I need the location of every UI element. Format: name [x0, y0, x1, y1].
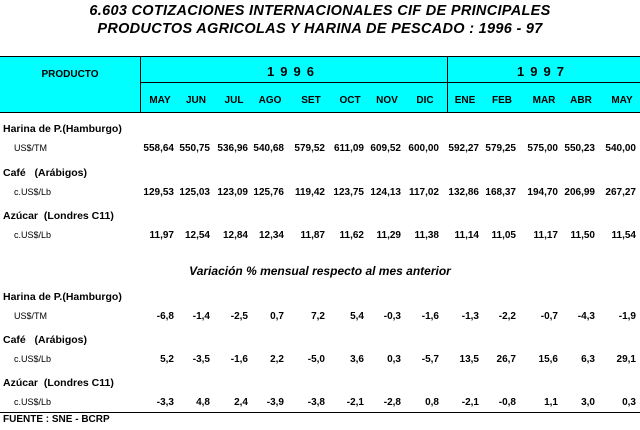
value-cell: -3,3 — [156, 397, 174, 408]
value-cell: -5,0 — [307, 354, 325, 365]
value-cell: 5,4 — [350, 311, 364, 322]
value-cell: 125,76 — [253, 187, 284, 198]
value-cell: 168,37 — [485, 187, 516, 198]
month-header: JUL — [224, 95, 244, 106]
unit-label: US$/TM — [14, 143, 48, 153]
value-cell: 592,27 — [448, 143, 479, 154]
value-cell: -2,1 — [461, 397, 479, 408]
month-header: JUN — [185, 95, 206, 106]
unit-label: c.US$/Lb — [14, 187, 52, 197]
section-subtitle: Variación % mensual respecto al mes anterior — [189, 264, 451, 278]
value-cell: 125,03 — [179, 187, 210, 198]
value-cell: 12,84 — [222, 230, 248, 241]
value-cell: 129,53 — [143, 187, 174, 198]
value-cell: 2,2 — [270, 354, 284, 365]
header-year-1997: 1997 — [517, 64, 570, 79]
value-cell: 194,70 — [527, 187, 558, 198]
value-cell: 575,00 — [527, 143, 558, 154]
value-cell: 579,25 — [485, 143, 516, 154]
month-header: OCT — [339, 95, 361, 106]
value-cell: -3,5 — [192, 354, 210, 365]
value-cell: 600,00 — [408, 143, 439, 154]
value-cell: 132,86 — [448, 187, 479, 198]
month-header: DIC — [416, 95, 434, 106]
unit-label: US$/TM — [14, 311, 48, 321]
value-cell: 117,02 — [408, 187, 439, 198]
value-cell: 2,4 — [234, 397, 248, 408]
footer-rule — [0, 412, 640, 413]
value-cell: 7,2 — [311, 311, 325, 322]
value-cell: 3,6 — [350, 354, 364, 365]
value-cell: 267,27 — [605, 187, 636, 198]
value-cell: 13,5 — [459, 354, 479, 365]
value-cell: 11,87 — [300, 230, 325, 241]
value-cell: 550,23 — [564, 143, 595, 154]
value-cell: 0,8 — [425, 397, 439, 408]
value-cell: 11,38 — [414, 230, 439, 241]
table-title-line-1: 6.603 COTIZACIONES INTERNACIONALES CIF DE PRINCIPALES — [89, 3, 551, 19]
month-header: MAY — [611, 95, 633, 106]
month-header: MAY — [149, 95, 171, 106]
value-cell: -2,2 — [498, 311, 516, 322]
value-cell: 0,3 — [622, 397, 636, 408]
value-cell: 550,75 — [179, 143, 210, 154]
value-cell: -0,3 — [383, 311, 401, 322]
value-cell: 15,6 — [538, 354, 558, 365]
value-cell: -2,5 — [230, 311, 248, 322]
value-cell: 123,09 — [217, 187, 248, 198]
value-cell: 123,75 — [333, 187, 364, 198]
value-cell: 4,8 — [196, 397, 210, 408]
value-cell: 206,99 — [564, 187, 595, 198]
unit-label: c.US$/Lb — [14, 354, 52, 364]
unit-label: c.US$/Lb — [14, 230, 52, 240]
value-cell: -0,8 — [498, 397, 516, 408]
value-cell: 1,1 — [544, 397, 558, 408]
value-cell: -5,7 — [421, 354, 439, 365]
value-cell: 12,34 — [258, 230, 284, 241]
value-cell: 0,7 — [270, 311, 284, 322]
value-cell: -2,8 — [383, 397, 401, 408]
value-cell: 11,50 — [570, 230, 595, 241]
value-cell: 3,0 — [581, 397, 595, 408]
table-title-line-2: PRODUCTOS AGRICOLAS Y HARINA DE PESCADO : 1996 - 97 — [97, 21, 543, 37]
value-cell: -0,7 — [540, 311, 558, 322]
header-bottom-rule — [0, 112, 640, 113]
value-cell: 11,54 — [611, 230, 636, 241]
value-cell: 11,17 — [533, 230, 558, 241]
month-header: ABR — [570, 95, 592, 106]
value-cell: -2,1 — [346, 397, 364, 408]
product-name: Café (Arábigos) — [3, 334, 88, 346]
value-cell: 11,14 — [454, 230, 479, 241]
month-header: MAR — [532, 95, 556, 106]
header-producto: PRODUCTO — [41, 69, 99, 80]
value-cell: -1,4 — [192, 311, 210, 322]
value-cell: 609,52 — [370, 143, 401, 154]
month-header: SET — [301, 95, 321, 106]
source-footnote: FUENTE : SNE - BCRP — [3, 414, 110, 425]
value-cell: 5,2 — [160, 354, 174, 365]
product-name: Azúcar (Londres C11) — [3, 210, 114, 222]
value-cell: -3,9 — [266, 397, 284, 408]
value-cell: -6,8 — [156, 311, 174, 322]
value-cell: -1,6 — [421, 311, 439, 322]
value-cell: 611,09 — [333, 143, 364, 154]
value-cell: 579,52 — [294, 143, 325, 154]
header-year-1996: 1996 — [267, 64, 320, 79]
value-cell: 0,3 — [387, 354, 401, 365]
value-cell: 119,42 — [294, 187, 325, 198]
value-cell: 11,29 — [376, 230, 401, 241]
value-cell: -3,8 — [307, 397, 325, 408]
value-cell: 536,96 — [217, 143, 248, 154]
value-cell: 6,3 — [581, 354, 595, 365]
value-cell: 11,62 — [339, 230, 364, 241]
value-cell: 29,1 — [616, 354, 636, 365]
value-cell: 26,7 — [496, 354, 516, 365]
value-cell: 558,64 — [143, 143, 174, 154]
product-name: Harina de P.(Hamburgo) — [3, 291, 122, 303]
value-cell: -1,3 — [461, 311, 479, 322]
month-header: NOV — [376, 95, 398, 106]
value-cell: 540,00 — [605, 143, 636, 154]
month-header: ENE — [454, 95, 476, 106]
value-cell: -1,9 — [618, 311, 636, 322]
header-mid-rule — [140, 82, 640, 83]
unit-label: c.US$/Lb — [14, 397, 52, 407]
product-name: Azúcar (Londres C11) — [3, 377, 114, 389]
value-cell: -1,6 — [230, 354, 248, 365]
product-name: Café (Arábigos) — [3, 167, 88, 179]
month-header: AGO — [258, 95, 282, 106]
value-cell: 11,97 — [149, 230, 174, 241]
product-name: Harina de P.(Hamburgo) — [3, 123, 122, 135]
month-header: FEB — [492, 95, 512, 106]
value-cell: 12,54 — [184, 230, 210, 241]
value-cell: 124,13 — [370, 187, 401, 198]
header-top-rule — [0, 56, 640, 57]
value-cell: -4,3 — [577, 311, 595, 322]
value-cell: 540,68 — [253, 143, 284, 154]
value-cell: 11,05 — [491, 230, 516, 241]
